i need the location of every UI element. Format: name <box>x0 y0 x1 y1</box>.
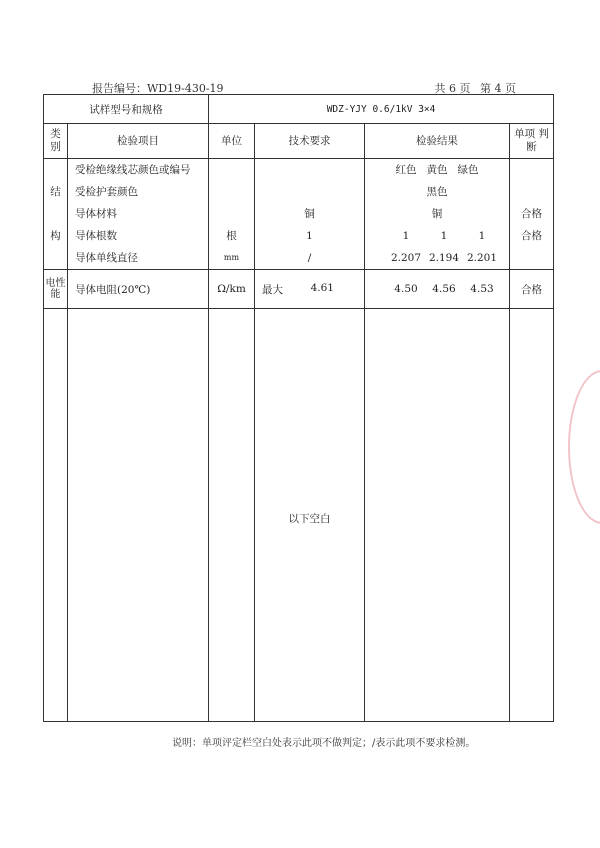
electrical-item: 导体电阻(20℃) <box>68 270 209 309</box>
structure-verdicts: 合格 合格 <box>510 159 554 270</box>
col-requirement: 技术要求 <box>255 124 365 159</box>
model-row <box>44 95 554 124</box>
item-conductor-material: 导体材料 <box>75 208 117 220</box>
total-pages: 共 6 页 <box>434 82 471 95</box>
item-wire-diameter: 导体单线直径 <box>75 252 138 264</box>
result-sheath-color: 黑色 <box>426 186 448 198</box>
structure-category: 结 构 <box>44 159 68 270</box>
header-row <box>44 124 554 159</box>
structure-requirements: 铜 1 / <box>255 159 365 270</box>
electrical-results: 4.50 4.56 4.53 <box>365 270 510 309</box>
electrical-row <box>44 270 554 309</box>
structure-units: 根 mm <box>209 159 255 270</box>
item-core-color: 受检绝缘线芯颜色或编号 <box>75 164 191 176</box>
seal-stamp <box>568 370 600 524</box>
col-result: 检验结果 <box>365 124 510 159</box>
col-unit: 单位 <box>209 124 255 159</box>
report-number: 报告编号：WD19-430-19 <box>92 82 224 95</box>
blank-note: 以下空白 <box>288 512 331 525</box>
result-core-colors: 红色 黄色 绿色 <box>395 164 479 176</box>
inspection-table <box>43 94 554 722</box>
blank-row <box>44 309 554 722</box>
model-label: 试样型号和规格 <box>44 95 209 124</box>
col-item: 检验项目 <box>68 124 209 159</box>
page-number: 第 4 页 <box>480 82 516 95</box>
structure-row <box>44 159 554 270</box>
col-category: 类 别 <box>44 124 68 159</box>
result-material: 铜 <box>431 208 443 220</box>
item-conductor-count: 导体根数 <box>75 230 117 242</box>
electrical-requirement: 最大 4.61 <box>255 270 365 309</box>
electrical-category: 电性能 <box>44 270 68 309</box>
item-sheath-color: 受检护套颜色 <box>75 186 138 198</box>
model-value: WDZ-YJY 0.6/1kV 3×4 <box>209 95 554 124</box>
electrical-unit: Ω/km <box>209 270 255 309</box>
col-verdict: 单项 判断 <box>510 124 554 159</box>
result-count: 1 1 1 <box>402 230 486 242</box>
structure-results <box>365 159 510 270</box>
footnote: 说明：单项评定栏空白处表示此项不做判定；/表示此项不要求检测。 <box>172 738 476 749</box>
result-diameter: 2.207 2.194 2.201 <box>390 252 498 264</box>
electrical-verdict: 合格 <box>510 270 554 309</box>
structure-items <box>68 159 209 270</box>
